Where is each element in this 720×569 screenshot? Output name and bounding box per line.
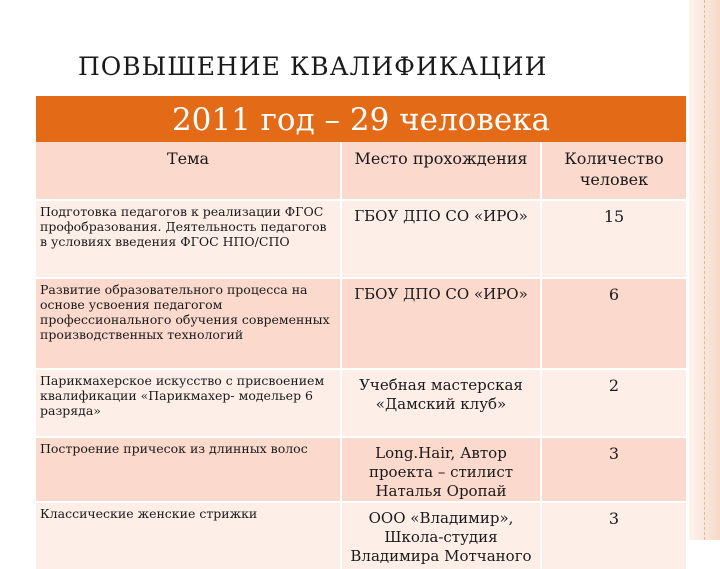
header-count: Количество человек [541, 142, 686, 200]
table-row [36, 200, 686, 278]
cell-count: 3 [541, 437, 686, 502]
cell-count: 3 [541, 502, 686, 569]
table-row [36, 369, 686, 437]
cell-place: ГБОУ ДПО СО «ИРО» [341, 200, 541, 278]
cell-place: Учебная мастерская «Дамский клуб» [341, 369, 541, 437]
cell-topic: Парикмахерское искусство с присвоением квалификации «Парикмахер- модельер 6 разряда» [36, 369, 341, 437]
slide-title: ПОВЫШЕНИЕ КВАЛИФИКАЦИИ [78, 52, 548, 81]
table-row [36, 502, 686, 569]
year-banner: 2011 год – 29 человека [36, 96, 686, 142]
cell-topic: Классические женские стрижки [36, 502, 341, 569]
cell-count: 2 [541, 369, 686, 437]
header-place: Место прохождения [341, 142, 541, 200]
cell-topic: Развитие образовательного процесса на основе усвоения педагогом профессионального обучения современных производственных технологий [36, 278, 341, 369]
table-row [36, 278, 686, 369]
cell-place: ООО «Владимир», Школа-студия Владимира Мотчаного [341, 502, 541, 569]
cell-count: 15 [541, 200, 686, 278]
cell-place: Long.Hair, Автор проекта – стилист Наталья Оропай [341, 437, 541, 502]
cell-topic: Подготовка педагогов к реализации ФГОС профобразования. Деятельность педагогов в условиях введения ФГОС НПО/СПО [36, 200, 341, 278]
table-row [36, 437, 686, 502]
qualification-table [36, 142, 686, 569]
decorative-dashed-line [704, 0, 706, 540]
table-header-row [36, 142, 686, 200]
header-topic: Тема [36, 142, 341, 200]
cell-topic: Построение причесок из длинных волос [36, 437, 341, 502]
cell-place: ГБОУ ДПО СО «ИРО» [341, 278, 541, 369]
cell-count: 6 [541, 278, 686, 369]
